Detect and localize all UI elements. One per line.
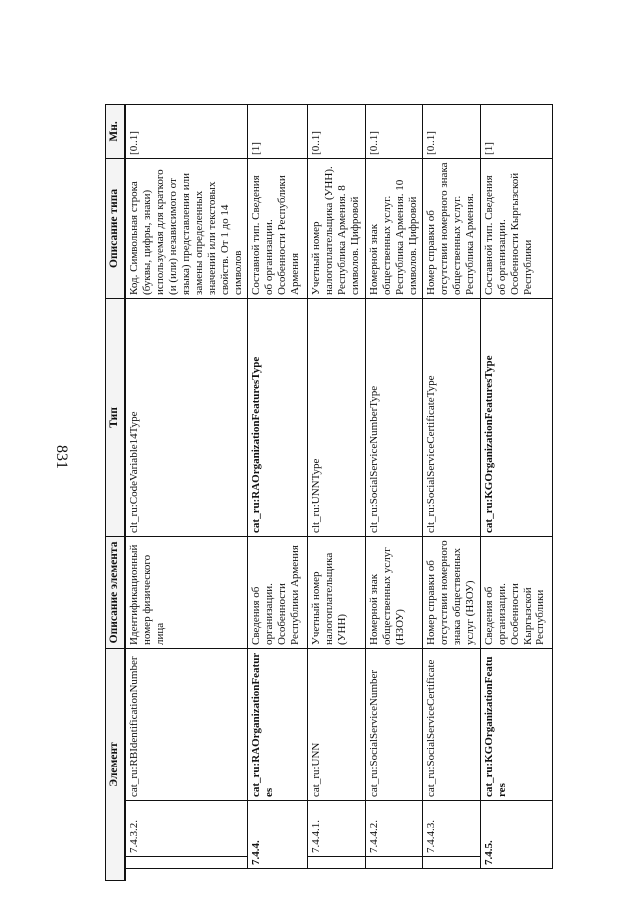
- row-type-desc: Номер справки об отсутствии номерного знака общественных услуг. Республика Армения.: [422, 158, 480, 298]
- row-type: clt_ru:CodeVariable14Type: [125, 298, 247, 536]
- indent-cell: [125, 869, 247, 881]
- table-header-row: [106, 104, 126, 880]
- row-number: 7.4.4.3.: [422, 801, 480, 857]
- table-row: [307, 104, 365, 880]
- col-header-type: Тип: [106, 298, 126, 536]
- row-element: cat_ru:RAOrganizationFeatures: [247, 648, 307, 800]
- indent-cell: [422, 857, 480, 869]
- indent-cell: [480, 869, 552, 881]
- row-element: cat_ru:SocialServiceNumber: [365, 648, 422, 800]
- schema-table: [105, 104, 553, 881]
- row-mult: [1]: [247, 104, 307, 158]
- row-type-desc: Составной тип. Сведения об организации. Особенности Республики Армения: [247, 158, 307, 298]
- row-type-desc: Составной тип. Сведения об организации. Особенности Кыргызской Республики: [480, 158, 552, 298]
- row-element-desc: Сведения об организации. Особенности Кыргызской Республики: [480, 536, 552, 648]
- row-type-desc: Учетный номер налогоплательщика (УНН). Республика Армения. 8 символов. Цифровой: [307, 158, 365, 298]
- row-type: clt_ru:SocialServiceCertificateType: [422, 298, 480, 536]
- indent-cell: [365, 857, 422, 869]
- table-row: [125, 104, 247, 880]
- row-mult: [0..1]: [365, 104, 422, 158]
- row-element: cat_ru:RBIdentificationNumber: [125, 648, 247, 800]
- row-number: 7.4.3.2.: [125, 801, 247, 857]
- indent-cell: [307, 869, 365, 881]
- row-element-desc: Номер справки об отсутствии номерного знака общественных услуг (НЗОУ): [422, 536, 480, 648]
- indent-cell: [247, 869, 307, 881]
- indent-cell: [365, 869, 422, 881]
- row-mult: [0..1]: [125, 104, 247, 158]
- row-element-desc: Идентификационный номер физического лица: [125, 536, 247, 648]
- row-number: 7.4.4.2.: [365, 801, 422, 857]
- row-element: cat_ru:UNN: [307, 648, 365, 800]
- row-type: clt_ru:SocialServiceNumberType: [365, 298, 422, 536]
- row-type: clt_ru:UNNType: [307, 298, 365, 536]
- row-element: cat_ru:KGOrganizationFeatures: [480, 648, 552, 800]
- row-number: 7.4.4.1.: [307, 801, 365, 857]
- row-number: 7.4.4.: [247, 801, 307, 869]
- row-element-desc: Сведения об организации. Особенности Республики Армения: [247, 536, 307, 648]
- row-mult: [0..1]: [422, 104, 480, 158]
- rotated-table-wrapper: [105, 105, 547, 881]
- row-mult: [0..1]: [307, 104, 365, 158]
- row-element-desc: Учетный номер налогоплательщика (УНН): [307, 536, 365, 648]
- table-row: [422, 104, 480, 880]
- indent-cell: [125, 857, 247, 869]
- row-element-desc: Номерной знак общественных услуг (НЗОУ): [365, 536, 422, 648]
- row-number: 7.4.5.: [480, 801, 552, 869]
- row-type-desc: Код. Символьная строка (буквы, цифры, знаки) используемая для краткого (и (или) независимого от языка) представления или замены определенных значений или текстовых свойств. От 1 до 14 символов: [125, 158, 247, 298]
- page-number: 831: [53, 445, 70, 469]
- indent-cell: [307, 857, 365, 869]
- row-mult: [1]: [480, 104, 552, 158]
- table-row: [365, 104, 422, 880]
- col-header-element-desc: Описание элемента: [106, 536, 126, 648]
- table-row: [480, 104, 552, 880]
- col-header-type-desc: Описание типа: [106, 158, 126, 298]
- row-type-desc: Номерной знак общественных услуг. Республика Армения. 10 символов. Цифровой: [365, 158, 422, 298]
- row-element: cat_ru:SocialServiceCertificate: [422, 648, 480, 800]
- table-row: [247, 104, 307, 880]
- row-type: cat_ru:KGOrganizationFeaturesType: [480, 298, 552, 536]
- col-header-element: Элемент: [106, 648, 126, 880]
- row-type: cat_ru:RAOrganizationFeaturesType: [247, 298, 307, 536]
- indent-cell: [422, 869, 480, 881]
- col-header-mult: Мн.: [106, 104, 126, 158]
